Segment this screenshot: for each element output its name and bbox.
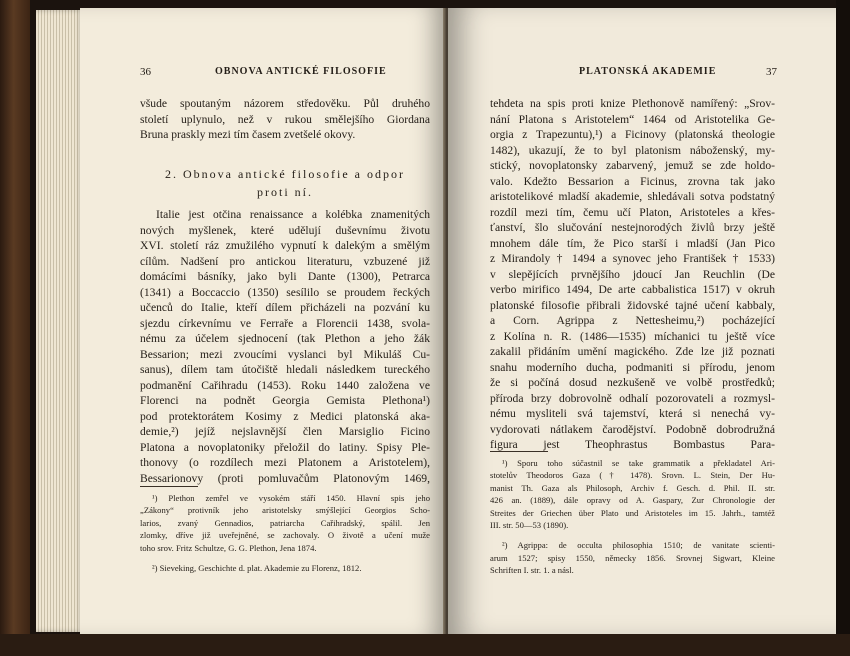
text-line: nému mysliteli svá tajemství, která si nenechá vy- <box>490 407 775 420</box>
text-line: cílům. Nadšení pro antickou literaturu, vzbuzené již <box>140 254 430 268</box>
text-line: zakalil přidáním umění magického. Zde lze již poznati <box>490 345 775 358</box>
text-line: učenců do Italie, kteří dílem přicházeli na pozvání ku <box>140 301 430 314</box>
text-line: aristotelikové mladší akademie, shledávali sotva podstatný <box>490 190 775 203</box>
footnote <box>490 539 775 576</box>
text-line: platonské filosofie přibrali židovské tajné učení kabbaly, <box>490 298 775 312</box>
text-line: v slepějících prvnějšího jdoucí Jan Reuchlin (De <box>490 267 775 281</box>
text-line: podmanění Cařihradu (1453). Roku 1440 založena ve <box>140 378 430 392</box>
page-stack-edge <box>36 10 84 632</box>
footnote-line: 426 an. (1889), dále opravy od A. Gaspary, Zur Chronologie der <box>490 495 775 506</box>
text-line: XVI. století ráz zmužilého vypnutí k dalekým a smělým <box>140 239 430 252</box>
footnote-rule <box>490 451 548 452</box>
text-line: valo. Kdežto Bessarion a Ficinus, zrovna tak jako <box>490 174 775 188</box>
text-line: ťanství, šlo slučování nestejnorodých živlů brzy ještě <box>490 221 775 234</box>
text-line: Platona a novoplatoniky přeložil do latiny. Spisy Ple- <box>140 440 430 454</box>
page-number: 36 <box>140 66 151 78</box>
text-line: demie,²) jejíž nejslavnější člen Marsiglio Ficino <box>140 425 430 438</box>
text-line: vydorovati nátlakem čarodějství. Podobně dobrodružná <box>490 422 775 436</box>
running-head: PLATONSKÁ AKADEMIE <box>579 66 717 77</box>
text-line: a Corn. Agrippa z Nettesheimu,²) pocházející <box>490 314 775 327</box>
text-line: figura jest Theophrastus Bombastus Para- <box>490 438 775 451</box>
footnote-line: ²) Sieveking, Geschichte d. plat. Akademie zu Florenz, 1812. <box>152 563 362 574</box>
text-line: sjezdu církevnímu ve Ferraře a Florencii 1438, svola- <box>140 316 430 330</box>
footnote <box>490 457 775 531</box>
page-number: 37 <box>766 66 777 78</box>
text-line: všude spoutaným názorem středověku. Půl druhého <box>140 97 430 110</box>
text-line: mnohem dále tím, že Pico starší i mladší (Jan Pico <box>490 236 775 250</box>
footnote-line: toho srov. Fritz Schultze, G. G. Plethon, Jena 1874. <box>140 542 317 553</box>
text-line: z Kolína n. R. (1486—1535) míchanici tu ještě více <box>490 329 775 343</box>
footnote-rule <box>140 486 198 487</box>
text-line: z Mirandoly † 1494 a synovec jeho František † 1533) <box>490 252 775 265</box>
text-line: Bruna praskly mezi tím časem zvetšelé okovy. <box>140 128 356 141</box>
text-line: snahu moderního ducha, podmaniti si přírodu, jenom <box>490 360 775 374</box>
text-line: Bessarion; mezi zvoucími vyslanci byl Mikuláš Cu- <box>140 347 430 361</box>
footnote-line: arum 1527; spisy 1550, německy 1856. Srovnej Sigwart, Kleine <box>490 552 775 563</box>
footnote-line: ¹) Plethon zemřel ve vysokém stáří 1450. Hlavní spis jeho <box>152 493 430 503</box>
body-text <box>490 96 775 453</box>
text-line: domácími básníky, jako byli Dante (1300), Petrarca <box>140 270 430 283</box>
text-line: nových myšlenek, které udělují duševnímu životu <box>140 223 430 237</box>
footnotes <box>490 457 775 585</box>
footnote <box>140 492 430 554</box>
footnote-line: Streites der Griechen über Plato und Aristoteles im 15. Jahrh., tamtéž <box>490 507 775 518</box>
footnote-line: ²) Agrippa: de occulta philosophia 1510; de vanitate scienti- <box>502 540 775 551</box>
text-line: Florenci na podnět Georgia Gemista Plethona¹) <box>140 394 430 407</box>
footnote-line: stotelův Theodoros Gaza († 1478). Srovn. L. Stein, Der Hu- <box>490 470 775 481</box>
footnote-line: zlomky, dříve již uveřejněné, se zachovaly. O životě a učení muže <box>140 530 430 541</box>
footnote <box>140 562 430 574</box>
text-line: stický, novoplatonsky zabarvený, jemuž se zde holdo- <box>490 159 775 172</box>
text-line: že si počíná dosud nezkušeně ve volbě prostředků; <box>490 376 775 389</box>
footnotes <box>140 492 430 582</box>
footnote-line: ¹) Sporu toho súčastnil se take grammatik a překladatel Ari- <box>502 458 775 468</box>
heading-line: proti ní. <box>257 185 313 199</box>
text-line: nému za účelem sjednocení (tak Plethon a jeho žák <box>140 332 430 345</box>
text-line: Italie jest otčina renaissance a kolébka znamenitých <box>156 208 430 221</box>
text-line: thonovy (o rozdílech mezi Platonem a Aristotelem), <box>140 456 430 469</box>
footnote-line: „Zákony“ protivník jeho aristotelsky smýšlející Georgios Scho- <box>140 505 430 516</box>
footnote-line: Schriften I. str. 1. a násl. <box>490 565 574 576</box>
book-cover-edge <box>0 0 30 656</box>
section-heading <box>140 165 430 201</box>
heading-line: 2. Obnova antické filosofie a odpor <box>165 167 405 181</box>
running-head: OBNOVA ANTICKÉ FILOSOFIE <box>215 66 387 77</box>
left-page <box>80 8 445 634</box>
text-line: příroda brzy dobrovolně odhalí pozorovateli a rozmysl- <box>490 391 775 405</box>
text-line: rozdíl mezi tím, čemu učí Platon, Aristoteles a křes- <box>490 205 775 219</box>
body-text <box>140 207 430 486</box>
right-page <box>448 8 836 634</box>
book-cover-edge <box>836 0 850 656</box>
book-bottom-edge <box>0 634 850 656</box>
text-line: sanus), dílem tam útočiště hledali následkem tureckého <box>140 363 430 376</box>
footnote-line: manist Th. Gaza als Philosoph, Archiv f. Gesch. d. Phil. II. str. <box>490 482 775 493</box>
text-line: tehdeta na spis proti knize Plethonově namířený: „Srov- <box>490 97 775 110</box>
text-line: 1482), ukazují, že to byl platonism náboženský, my- <box>490 143 775 157</box>
footnote-line: III. str. 50—53 (1890). <box>490 520 569 531</box>
text-line: verbo mirifico 1494, De arte cabbalistica 1517) v okruh <box>490 283 775 296</box>
text-line: orgia z Trapezuntu),¹) a Ficinovy (platonská theologie <box>490 128 775 141</box>
text-line: (1341) a Boccaccio (1350) sesílilo se proudem řeckých <box>140 285 430 299</box>
text-line: nání Platona s Aristotelem“ 1464 od Aristotelika Ge- <box>490 112 775 126</box>
footnote-line: larios, zvaný Gennadios, patriarcha Cařihradský, spálil. Jen <box>140 517 430 528</box>
text-line: pod protektorátem Kosimy z Medici platonská aka- <box>140 409 430 423</box>
text-line: Bessarionovy (proti pomluvačům Platonovým 1469, <box>140 471 430 485</box>
text-line: století uplynulo, než v rukou smělejšího Giordana <box>140 112 430 126</box>
intro-paragraph <box>140 96 430 143</box>
